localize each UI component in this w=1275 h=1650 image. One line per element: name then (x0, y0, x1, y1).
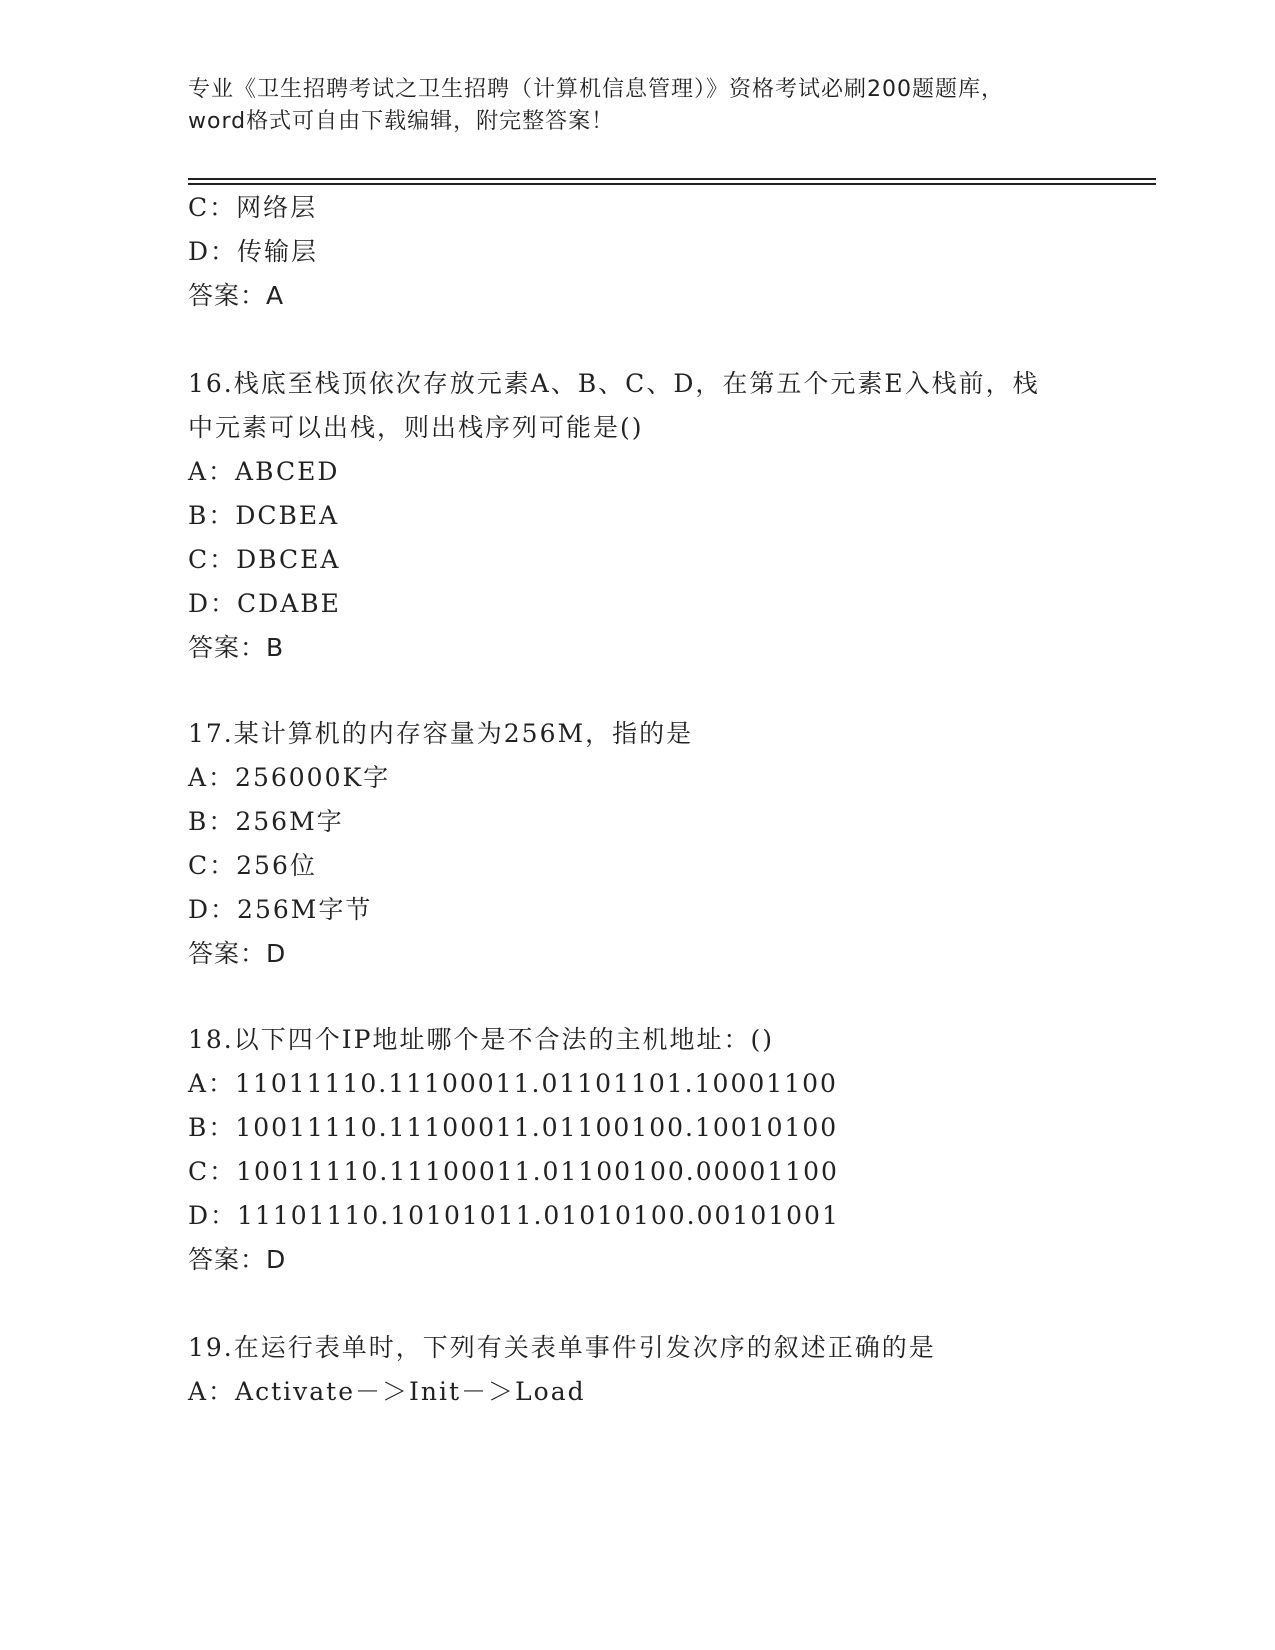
q17-option-b: B：256M字 (188, 807, 344, 836)
q18-answer: 答案：D (188, 1245, 287, 1274)
q15-option-c: C：网络层 (188, 193, 318, 222)
q15-answer: 答案：A (188, 281, 285, 310)
q18-stem: 18.以下四个IP地址哪个是不合法的主机地址：() (188, 1025, 774, 1054)
q16-option-c: C：DBCEA (188, 545, 341, 574)
q18-option-d: D：11101110.10101011.01010100.00101001 (188, 1201, 840, 1230)
q17-option-c: C：256位 (188, 851, 317, 880)
document-header (188, 74, 1088, 138)
header-title-line-1: 专业《卫生招聘考试之卫生招聘（计算机信息管理）》资格考试必刷200题题库， (188, 77, 1004, 102)
q18-option-a: A：11011110.11100011.01101101.10001100 (188, 1069, 838, 1098)
q16-option-b: B：DCBEA (188, 501, 340, 530)
q16-stem-line-2: 中元素可以出栈，则出栈序列可能是() (188, 413, 644, 442)
q18-option-c: C：10011110.11100011.01100100.00001100 (188, 1157, 839, 1186)
q16-option-a: A：ABCED (188, 457, 340, 486)
q17-option-d: D：256M字节 (188, 895, 373, 924)
q17-stem: 17.某计算机的内存容量为256M，指的是 (188, 719, 694, 748)
header-divider-top (188, 178, 1156, 180)
q16-option-d: D：CDABE (188, 589, 341, 618)
q16-stem-line-1: 16.栈底至栈顶依次存放元素A、B、C、D，在第五个元素E入栈前，栈 (188, 369, 1040, 398)
q19-option-a: A：Activate－＞Init－＞Load (188, 1377, 586, 1406)
header-divider-bottom (188, 183, 1156, 185)
q19-stem: 19.在运行表单时，下列有关表单事件引发次序的叙述正确的是 (188, 1333, 936, 1362)
q15-option-d: D：传输层 (188, 237, 319, 266)
q17-answer: 答案：D (188, 939, 287, 968)
q16-answer: 答案：B (188, 633, 285, 662)
header-title-line-2: word格式可自由下载编辑，附完整答案！ (188, 109, 615, 134)
q17-option-a: A：256000K字 (188, 763, 391, 792)
q18-option-b: B：10011110.11100011.01100100.10010100 (188, 1113, 839, 1142)
